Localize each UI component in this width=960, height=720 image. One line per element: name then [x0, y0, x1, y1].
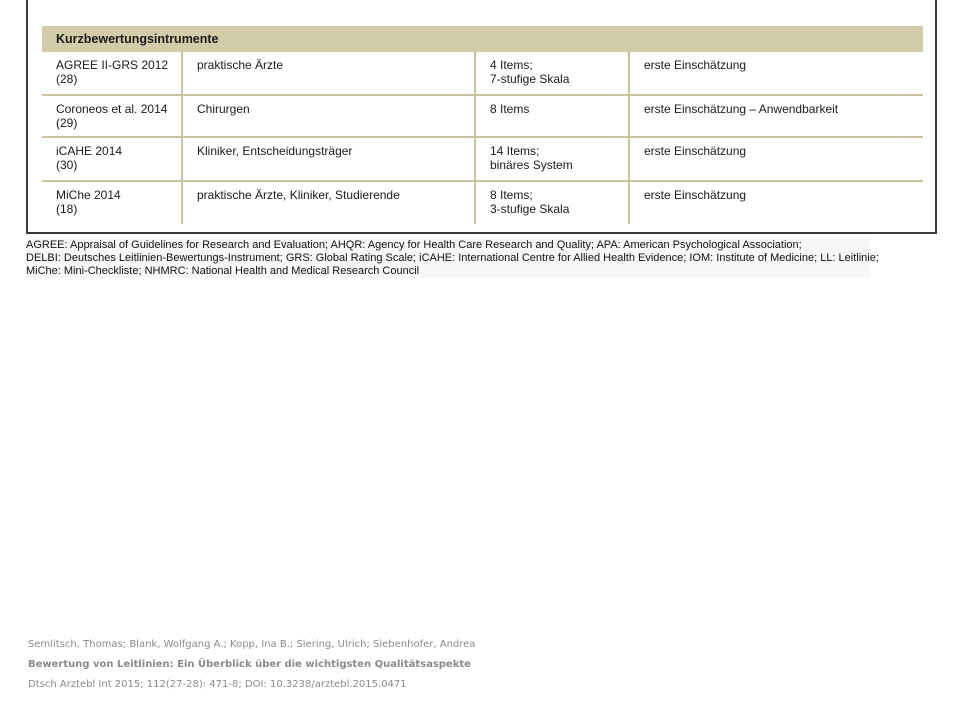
purpose-cell: [630, 96, 923, 136]
format-text: 14 Items;: [490, 144, 540, 158]
users-cell: [183, 96, 476, 136]
users-cell: [183, 138, 476, 180]
citation-source: Dtsch Arztebl Int 2015; 112(27-28): 471-8; DOI: 10.3238/arztebl.2015.0471: [28, 679, 407, 690]
table-row: [42, 138, 923, 182]
table-row: [42, 52, 923, 96]
purpose-cell: [630, 52, 923, 94]
table-frame: [26, 0, 937, 234]
purpose-text: erste Einschätzung: [644, 144, 747, 158]
users-text: praktische Ärzte, Kliniker, Studierende: [197, 188, 400, 202]
footnote-line: DELBI: Deutsches Leitlinien-Bewertungs-Instrument; GRS: Global Rating Scale; iCAHE: International Centre for Allied Health Evidence; IOM: Institute of Medicine; LL: Leitlinie;: [26, 252, 879, 264]
abbreviations-footnote: [26, 239, 879, 278]
format-text: 8 Items: [490, 102, 530, 116]
instrument-ref: (18): [56, 202, 78, 216]
format-text: 4 Items;: [490, 58, 533, 72]
instrument-name: AGREE II-GRS 2012: [56, 58, 169, 72]
table: [42, 26, 923, 224]
purpose-text: erste Einschätzung: [644, 58, 747, 72]
users-cell: [183, 182, 476, 224]
users-cell: [183, 52, 476, 94]
instrument-ref: (29): [56, 116, 78, 130]
format-cell: [476, 52, 630, 94]
citation-title: Bewertung von Leitlinien: Ein Überblick über die wichtigsten Qualitätsaspekte: [28, 659, 471, 670]
purpose-text: erste Einschätzung: [644, 188, 747, 202]
section-header: Kurzbewertungsintrumente: [42, 26, 923, 52]
purpose-text: erste Einschätzung – Anwendbarkeit: [644, 102, 839, 116]
footnote-line: AGREE: Appraisal of Guidelines for Research and Evaluation; AHQR: Agency for Health Care Research and Quality; APA: American Psychological Association;: [26, 239, 802, 251]
instrument-cell: [42, 96, 183, 136]
purpose-cell: [630, 138, 923, 180]
table-row: [42, 96, 923, 138]
purpose-cell: [630, 182, 923, 224]
instrument-cell: [42, 138, 183, 180]
instrument-ref: (30): [56, 158, 78, 172]
format-text: 7-stufige Skala: [490, 72, 570, 86]
users-text: Chirurgen: [197, 102, 250, 116]
users-text: praktische Ärzte: [197, 58, 284, 72]
format-cell: [476, 96, 630, 136]
instrument-name: MiChe 2014: [56, 188, 121, 202]
instrument-name: Coroneos et al. 2014: [56, 102, 168, 116]
format-cell: [476, 138, 630, 180]
format-cell: [476, 182, 630, 224]
citation-authors: Semlitsch, Thomas; Blank, Wolfgang A.; Kopp, Ina B.; Siering, Ulrich; Siebenhofer, Andrea: [28, 639, 476, 650]
instrument-cell: [42, 182, 183, 224]
footnote-line: MiChe: Mini-Checkliste; NHMRC: National Health and Medical Research Council: [26, 265, 420, 277]
users-text: Kliniker, Entscheidungsträger: [197, 144, 353, 158]
table-row: [42, 182, 923, 224]
format-text: 3-stufige Skala: [490, 202, 570, 216]
instrument-cell: [42, 52, 183, 94]
instrument-name: iCAHE 2014: [56, 144, 123, 158]
citation: [28, 635, 475, 695]
format-text: 8 Items;: [490, 188, 533, 202]
format-text: binäres System: [490, 158, 573, 172]
instrument-ref: (28): [56, 72, 78, 86]
